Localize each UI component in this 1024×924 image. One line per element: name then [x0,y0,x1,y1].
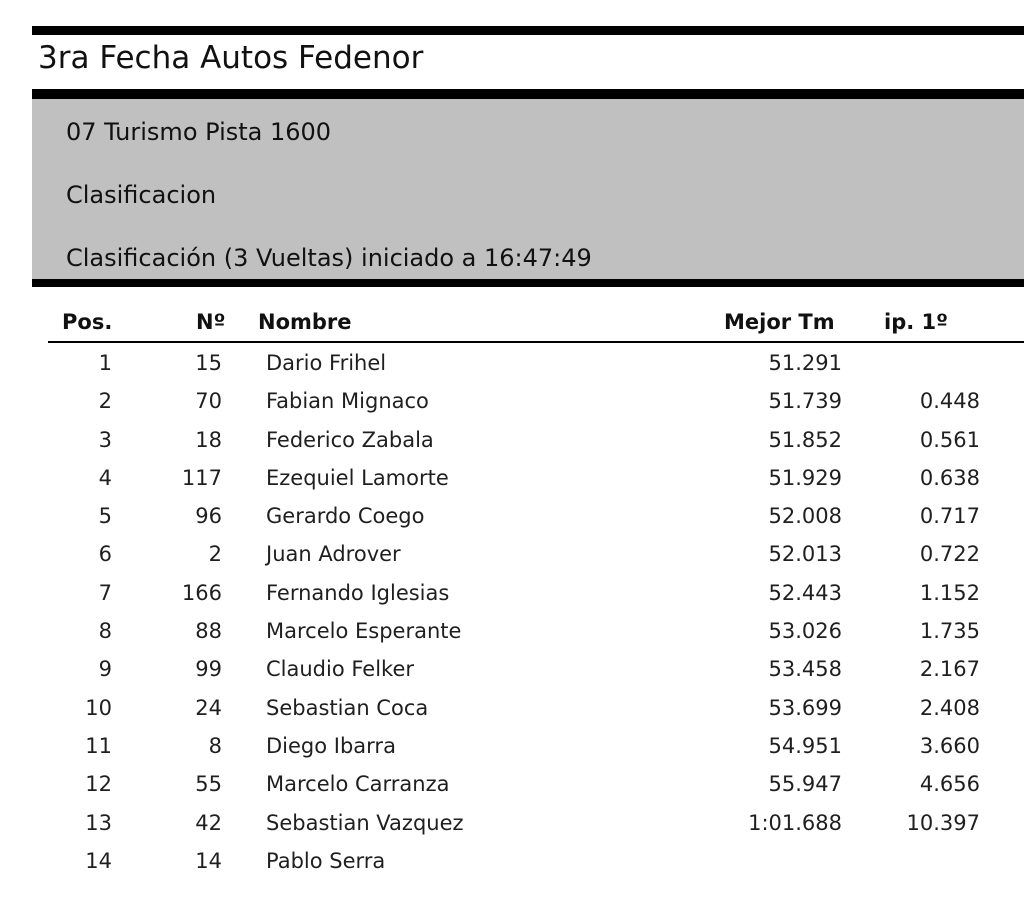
header-number: Nº [196,310,226,334]
cell-best-time: 51.852 [768,427,842,452]
cell-number: 117 [181,465,222,490]
header-best-time: Mejor Tm [724,310,835,334]
cell-pos: 10 [85,695,112,720]
cell-gap-first: 1.735 [919,619,980,644]
table-row [0,382,1024,420]
cell-name: Marcelo Carranza [266,772,450,797]
cell-number: 70 [195,389,222,414]
event-title: 3ra Fecha Autos Fedenor [38,40,424,76]
cell-name: Ezequiel Lamorte [266,465,449,490]
table-row [0,842,1024,880]
cell-pos: 7 [98,580,112,605]
cell-pos: 9 [98,657,112,682]
cell-best-time: 53.699 [768,695,842,720]
cell-name: Sebastian Coca [266,695,429,720]
cell-gap-first: 4.656 [919,772,980,797]
cell-gap-first: 2.408 [919,695,980,720]
table-row [0,574,1024,612]
cell-pos: 13 [85,810,112,835]
table-row [0,727,1024,765]
cell-name: Claudio Felker [266,657,415,682]
cell-number: 42 [195,810,222,835]
cell-best-time: 52.013 [768,542,842,567]
cell-number: 8 [208,733,222,758]
cell-gap-first: 0.448 [919,389,980,414]
cell-number: 18 [195,427,222,452]
cell-gap-first: 3.660 [919,733,980,758]
cell-pos: 1 [98,351,112,375]
cell-best-time: 51.291 [768,351,842,375]
cell-name: Fabian Mignaco [266,389,429,414]
table-row [0,689,1024,727]
table-row [0,535,1024,573]
cell-best-time: 53.026 [768,619,842,644]
cell-pos: 5 [98,504,112,529]
cell-best-time: 54.951 [768,733,842,758]
table-row [0,344,1024,382]
cell-name: Gerardo Coego [266,504,425,529]
cell-gap-first: 0.638 [919,465,980,490]
cell-number: 55 [195,772,222,797]
cell-name: Marcelo Esperante [266,619,462,644]
top-rule [32,26,1024,35]
cell-pos: 4 [98,465,112,490]
cell-pos: 11 [85,733,112,758]
cell-name: Juan Adrover [266,542,401,567]
cell-gap-first: 2.167 [919,657,980,682]
cell-best-time: 55.947 [768,772,842,797]
header-rule [48,341,1024,343]
table-row [0,804,1024,842]
cell-pos: 8 [98,619,112,644]
cell-best-time: 1:01.688 [748,810,842,835]
cell-gap-first: 0.717 [919,504,980,529]
session-info-panel [32,89,1024,287]
table-row [0,497,1024,535]
header-gap-first: ip. 1º [884,310,948,334]
cell-number: 24 [195,695,222,720]
header-pos: Pos. [62,310,113,334]
cell-name: Fernando Iglesias [266,580,450,605]
table-row [0,421,1024,459]
cell-best-time: 52.443 [768,580,842,605]
session-details: Clasificación (3 Vueltas) iniciado a 16:47:49 [66,244,592,272]
cell-gap-first: 0.722 [919,542,980,567]
cell-number: 14 [195,848,222,873]
table-row [0,612,1024,650]
cell-pos: 14 [85,848,112,873]
cell-best-time: 52.008 [768,504,842,529]
cell-pos: 3 [98,427,112,452]
header-name: Nombre [258,310,352,334]
table-row [0,650,1024,688]
cell-best-time: 51.739 [768,389,842,414]
cell-number: 88 [195,619,222,644]
cell-number: 166 [181,580,222,605]
cell-number: 2 [208,542,222,567]
cell-pos: 12 [85,772,112,797]
cell-best-time: 53.458 [768,657,842,682]
cell-number: 15 [195,351,222,375]
cell-name: Pablo Serra [266,848,386,873]
cell-name: Dario Frihel [266,351,387,375]
results-table [0,344,1024,880]
cell-gap-first: 1.152 [919,580,980,605]
table-row [0,765,1024,803]
cell-pos: 2 [98,389,112,414]
session-type: Clasificacion [66,181,217,209]
cell-number: 99 [195,657,222,682]
cell-best-time: 51.929 [768,465,842,490]
cell-number: 96 [195,504,222,529]
cell-name: Federico Zabala [266,427,434,452]
cell-name: Sebastian Vazquez [266,810,464,835]
session-category: 07 Turismo Pista 1600 [66,118,332,146]
cell-gap-first: 0.561 [919,427,980,452]
cell-name: Diego Ibarra [266,733,396,758]
cell-gap-first: 10.397 [906,810,980,835]
table-row [0,459,1024,497]
cell-pos: 6 [98,542,112,567]
